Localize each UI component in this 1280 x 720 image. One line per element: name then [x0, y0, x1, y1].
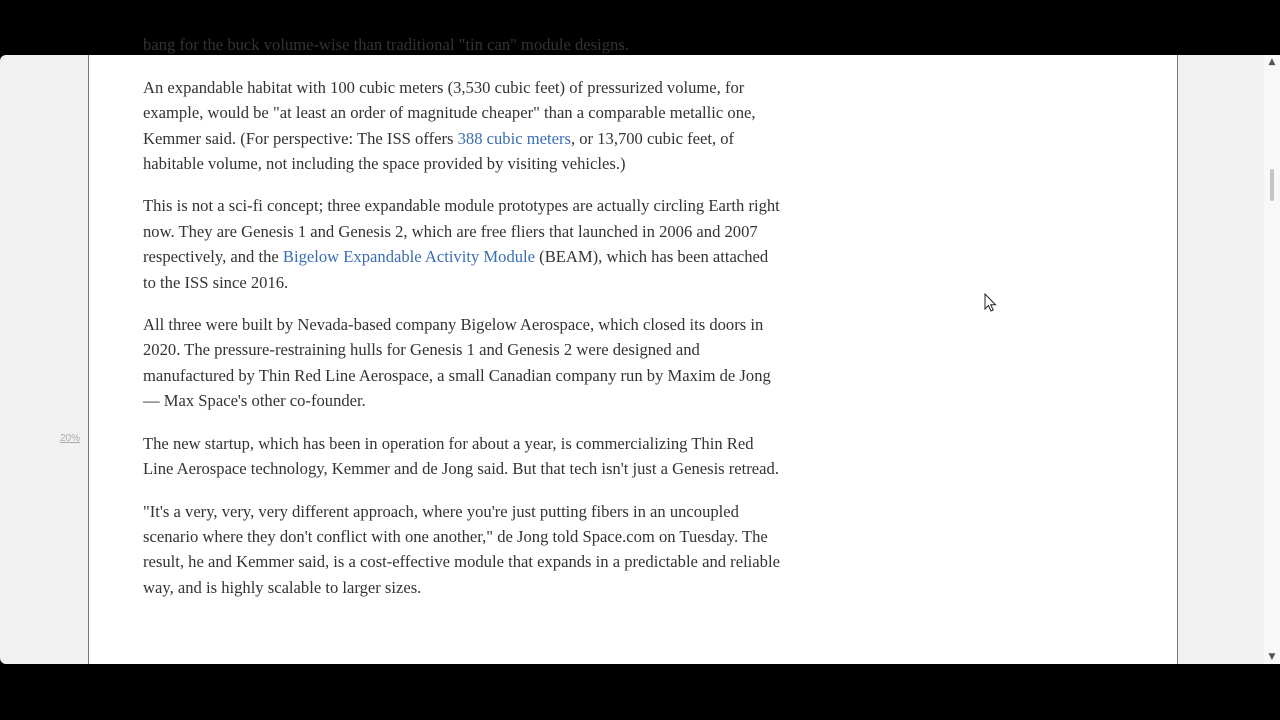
link-388-cubic-meters[interactable]: 388 cubic meters — [457, 128, 571, 148]
link-beam[interactable]: Bigelow Expandable Activity Module — [282, 247, 536, 267]
paragraph-5: "It's a very, very, very different approach, where you're just putting fibers in an uncoupled scenario where they don't conflict with one another," de Jong told Space.com on Tuesday. The result, he and Kemmer said, is a cost-effective module that expands in a predictable and reliable way, and is highly scalable to larger sizes. — [143, 501, 780, 597]
vertical-scrollbar[interactable] — [1264, 55, 1280, 664]
paragraph-2-text-b: (BEAM), which has been attached to the ISS since 2016. — [143, 247, 769, 292]
paragraph-1 — [143, 75, 783, 177]
paragraph-0-text: bang for the buck volume-wise than traditional "tin can" module designs. — [143, 35, 629, 55]
paragraph-2-text-a: This is not a sci-fi concept; three expandable module prototypes are actually circling Earth right now. They are Genesis 1 and Genesis 2, which are free fliers that launched in 2006 and 2007 respectively, and the — [143, 196, 780, 267]
paragraph-3: All three were built by Nevada-based company Bigelow Aerospace, which closed its doors in 2020. The pressure-restraining hulls for Genesis 1 and Genesis 2 were designed and manufactured by Thin Red Line Aerospace, a small Canadian company run by Maxim de Jong — Max Space's other co-founder. — [143, 315, 771, 411]
chevron-up-icon[interactable]: ▲ — [1268, 57, 1276, 67]
mouse-cursor-icon — [984, 293, 998, 313]
paragraph-1-text-a: An expandable habitat with 100 cubic meters (3,530 cubic feet) of pressurized volume, for example, would be "at least an order of magnitude cheaper" than a comparable metallic one, Kemmer said. (For perspective: The ISS offers — [143, 77, 756, 148]
paragraph-2 — [143, 193, 783, 295]
chevron-down-icon[interactable]: ▼ — [1268, 652, 1276, 662]
browser-window — [0, 35, 1280, 664]
paragraph-4: The new startup, which has been in operation for about a year, is commercializing Thin Red Line Aerospace technology, Kemmer and de Jong said. But that tech isn't just a Genesis retread. — [143, 433, 779, 479]
reading-progress-indicator[interactable]: 20% — [60, 433, 81, 444]
article-body — [143, 7, 783, 617]
paragraph-1-text-b: , or 13,700 cubic feet, of habitable volume, not including the space provided by visiting vehicles.) — [143, 128, 735, 174]
article-page — [88, 35, 1178, 664]
paragraph-clipped-top — [143, 7, 783, 58]
scrollbar-thumb[interactable] — [1270, 169, 1274, 201]
